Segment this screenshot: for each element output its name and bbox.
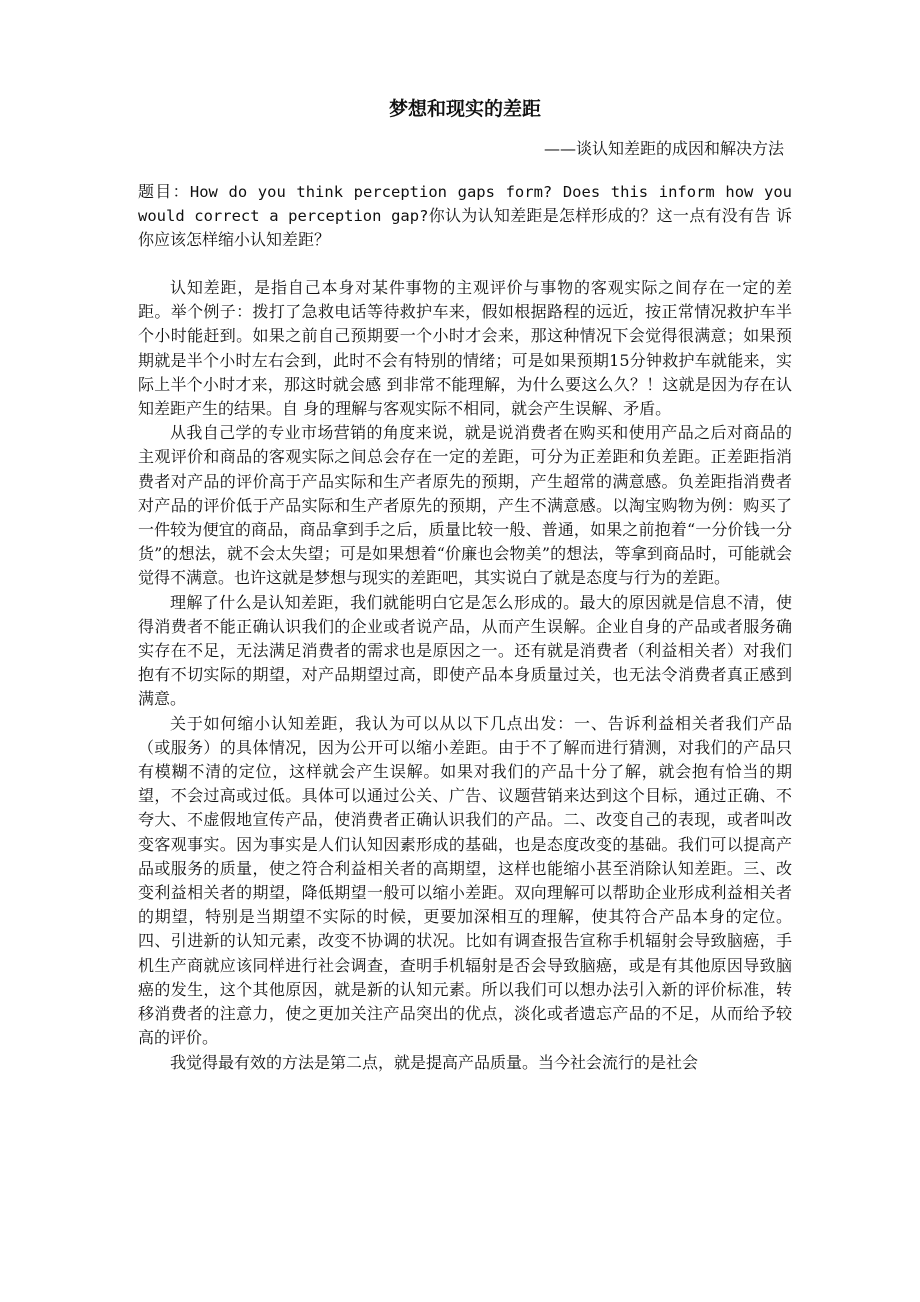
paragraph-conclusion: 我觉得最有效的方法是第二点，就是提高产品质量。当今社会流行的是社会 — [170, 1052, 699, 1072]
paragraph-solutions: 关于如何缩小认知差距，我认为可以从以下几点出发：一、告诉利益相关者我们产品（或服务）的具体情况，因为公开可以缩小差距。由于不了解而进行猜测，对我们的产品只有模糊不清的定位，这样就会产生误解。如果对我们的产品十分了解，就会抱有恰当的期望，不会过高或过低。具体可以通过公关、广告、议题营销来达到这个目标，通过正确、不夸大、不虚假地宣传产品，使消费者正确认识我们的产品。二、改变自己的表现，或者叫改变客观事实。因为事实是人们认知因素形成的基础，也是态度改变的基础。我们可以提高产品或服务的质量，使之符合利益相关者的高期望，这样也能缩小甚至消除认知差距。三、改变利益相关者的期望，降低期望一般可以缩小差距。双向理解可以帮助企业形成利益相关者的期望，特别是当期望不实际的时候，更要加深相互的理解，使其符合产品本身的定位。四、引进新的认知元素，改变不协调的状况。比如有调查报告宣称手机辐射会导致脑癌，手机生产商就应该同样进行社会调查，查明手机辐射是否会导致脑癌，或是有其他原因导致脑癌的发生，这个其他原因，就是新的认知元素。所以我们可以想办法引入新的评价标准，转移消费者的注意力，使之更加关注产品突出的优点，淡化或者遗忘产品的不足，从而给予较高的评价。 — [138, 713, 792, 1048]
document-title: 梦想和现实的差距 — [388, 98, 541, 120]
prompt-label: 题目： — [138, 182, 190, 201]
essay-prompt — [138, 180, 792, 252]
paragraph-marketing: 从我自己学的专业市场营销的角度来说，就是说消费者在购买和使用产品之后对商品的主观评价和商品的客观实际之间总会存在一定的差距，可分为正差距和负差距。正差距指消费者对产品的评价高于产品实际和生产者原先的预期，产生超常的满意感。负差距指消费者对产品的评价低于产品实际和生产者原先的预期，产生不满意感。以淘宝购物为例：购买了一件较为便宜的商品，商品拿到手之后，质量比较一般、普通，如果之前抱着“一分价钱一分货”的想法，就不会太失望；可是如果想着“价廉也会物美”的想法，等拿到商品时，可能就会觉得不满意。也许这就是梦想与现实的差距吧，其实说白了就是态度与行为的差距。 — [138, 423, 792, 588]
document-page — [138, 96, 792, 1075]
document-subtitle: ——谈认知差距的成因和解决方法 — [543, 139, 784, 158]
prompt-chinese: 你认为认知差距是怎样形成的？这一点有没有告 诉你应该怎样缩小认知差距？ — [138, 206, 792, 249]
essay-body — [138, 276, 792, 1075]
paragraph-causes: 理解了什么是认知差距，我们就能明白它是怎么形成的。最大的原因就是信息不清，使得消费者不能正确认识我们的企业或者说产品，从而产生误解。企业自身的产品或者服务确实存在不足，无法满足消费者的需求也是原因之一。还有就是消费者（利益相关者）对我们抱有不切实际的期望，对产品期望过高，即使产品本身质量过关，也无法令消费者真正感到满意。 — [138, 592, 792, 709]
prompt-english: How do you think perception gaps form? Does this inform how you would correct a perception gap? — [138, 183, 792, 225]
paragraph-definition: 认知差距，是指自己本身对某件事物的主观评价与事物的客观实际之间存在一定的差距。举个例子：拨打了急救电话等待救护车来，假如根据路程的远近，按正常情况救护车半个小时能赶到。如果之前自己预期要一个小时才会来，那这种情况下会觉得很满意；如果预期就是半个小时左右会到，此时不会有特别的情绪；可是如果预期15分钟救护车就能来，实际上半个小时才来，那这时就会感 到非常不能理解，为什么要这么久？！这就是因为存在认知差距产生的结果。自 身的理解与客观实际不相同，就会产生误解、矛盾。 — [138, 278, 792, 419]
